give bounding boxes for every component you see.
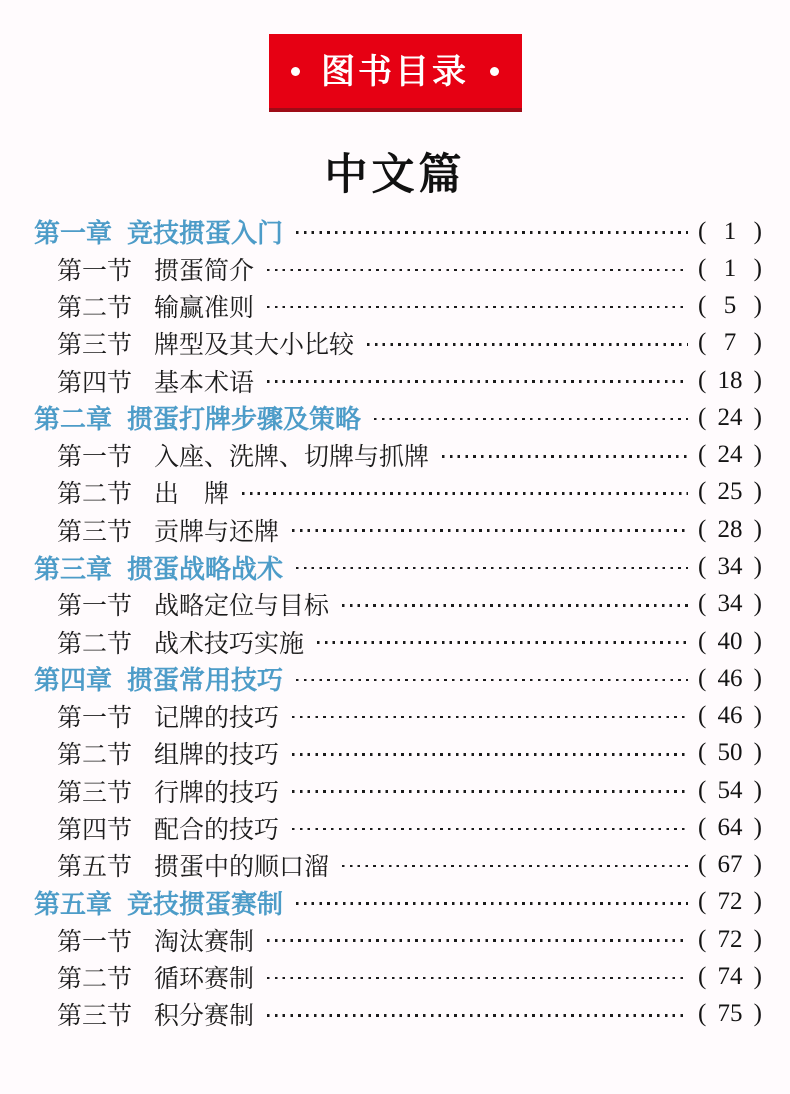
dot-leader (267, 1014, 688, 1017)
page-number (698, 777, 762, 805)
dot-leader (296, 679, 688, 682)
entry-number: 第二章 (34, 404, 113, 435)
entry-number: 第四章 (34, 665, 113, 696)
page-number (698, 404, 762, 432)
toc-section-row (34, 809, 762, 846)
entry-title: 行牌的技巧 (154, 779, 280, 807)
page-value: 34 (717, 553, 743, 581)
entry-label (57, 847, 329, 883)
dot-leader (292, 790, 688, 793)
paren-close: ) (753, 441, 762, 469)
entry-title: 贡牌与还牌 (154, 518, 280, 546)
entry-title: 牌型及其大小比较 (154, 332, 355, 360)
entry-title: 记牌的技巧 (154, 705, 280, 733)
page-number (698, 926, 762, 954)
page-value: 75 (717, 1000, 743, 1028)
entry-number: 第一节 (57, 593, 133, 621)
toc-section-row (34, 921, 762, 958)
entry-number: 第二节 (57, 742, 133, 770)
paren-open: ( (698, 925, 707, 953)
paren-open: ( (698, 888, 707, 916)
entry-label (34, 213, 283, 250)
dot-leader (267, 306, 688, 309)
banner-right-dot-icon (490, 67, 499, 76)
toc-section-row (34, 325, 762, 362)
page-number (698, 851, 762, 879)
toc-chapter-row (34, 213, 762, 250)
paren-close: ) (753, 962, 762, 990)
dot-leader (296, 231, 688, 234)
paren-open: ( (698, 627, 707, 655)
entry-number: 第四节 (57, 369, 133, 397)
paren-open: ( (698, 217, 707, 245)
toc-section-row (34, 288, 762, 325)
dot-leader (296, 902, 688, 905)
page-value: 54 (717, 776, 743, 804)
page-number (698, 739, 762, 767)
paren-open: ( (698, 590, 707, 618)
toc-chapter-row (34, 884, 762, 921)
toc-section-row (34, 772, 762, 809)
page-value: 46 (717, 664, 743, 692)
entry-number: 第三章 (34, 553, 113, 584)
entry-title: 掼蛋打牌步骤及策略 (127, 404, 362, 435)
page-number (698, 963, 762, 991)
paren-open: ( (698, 478, 707, 506)
entry-label (57, 773, 279, 809)
toc-section-row (34, 697, 762, 734)
dot-leader (292, 529, 688, 532)
toc-banner (269, 34, 522, 112)
entry-number: 第一节 (57, 928, 133, 956)
entry-number: 第一节 (57, 444, 133, 472)
paren-close: ) (753, 217, 762, 245)
entry-title: 掼蛋战略战术 (127, 553, 284, 584)
entry-title: 掼蛋中的顺口溜 (154, 854, 330, 882)
paren-open: ( (698, 254, 707, 282)
page-number (698, 329, 762, 357)
entry-title: 出 牌 (154, 481, 230, 509)
paren-open: ( (698, 962, 707, 990)
page-value: 72 (717, 925, 743, 953)
entry-label (34, 399, 361, 436)
paren-close: ) (753, 478, 762, 506)
entry-label (57, 959, 254, 995)
toc-chapter-row (34, 660, 762, 697)
entry-label (57, 922, 254, 958)
entry-label (57, 624, 304, 660)
entry-label (57, 251, 254, 287)
page-number (698, 441, 762, 469)
paren-open: ( (698, 329, 707, 357)
toc-section-row (34, 958, 762, 995)
page-value: 64 (717, 813, 743, 841)
paren-open: ( (698, 702, 707, 730)
dot-leader (267, 269, 688, 272)
entry-number: 第五章 (34, 888, 113, 919)
entry-number: 第三节 (57, 1003, 133, 1031)
entry-title: 基本术语 (154, 369, 255, 397)
paren-close: ) (753, 888, 762, 916)
page-number (698, 255, 762, 283)
page-value: 24 (717, 441, 743, 469)
paren-open: ( (698, 403, 707, 431)
toc-list (0, 213, 790, 1033)
dot-leader (442, 455, 688, 458)
paren-close: ) (753, 702, 762, 730)
toc-chapter-row (34, 548, 762, 585)
entry-number: 第五节 (57, 854, 133, 882)
paren-close: ) (753, 553, 762, 581)
entry-number: 第三节 (57, 518, 133, 546)
toc-section-row (34, 996, 762, 1033)
paren-open: ( (698, 441, 707, 469)
page-value: 50 (717, 739, 743, 767)
entry-label (57, 325, 354, 361)
entry-number: 第二节 (57, 965, 133, 993)
banner-title: 图书目录 (321, 53, 469, 91)
page-number (698, 218, 762, 246)
page-value: 25 (717, 478, 743, 506)
page-value: 72 (717, 888, 743, 916)
toc-section-row (34, 250, 762, 287)
entry-title: 竞技掼蛋赛制 (127, 888, 284, 919)
paren-close: ) (753, 590, 762, 618)
dot-leader (296, 567, 688, 570)
toc-section-row (34, 511, 762, 548)
page-number (698, 702, 762, 730)
toc-section-row (34, 586, 762, 623)
entry-label (34, 549, 283, 586)
entry-title: 积分赛制 (154, 1003, 255, 1031)
page-value: 18 (717, 366, 743, 394)
paren-close: ) (753, 403, 762, 431)
entry-label (57, 735, 279, 771)
paren-open: ( (698, 1000, 707, 1028)
paren-open: ( (698, 515, 707, 543)
toc-section-row (34, 474, 762, 511)
dot-leader (292, 753, 688, 756)
entry-label (57, 586, 329, 622)
dot-leader (292, 828, 688, 831)
dot-leader (367, 343, 688, 346)
entry-number: 第四节 (57, 816, 133, 844)
paren-close: ) (753, 851, 762, 879)
entry-title: 战术技巧实施 (154, 630, 305, 658)
paren-close: ) (753, 292, 762, 320)
page-number (698, 553, 762, 581)
toc-section-row (34, 437, 762, 474)
entry-label (57, 363, 254, 399)
page-number (698, 1000, 762, 1028)
page-number (698, 478, 762, 506)
entry-number: 第一章 (34, 218, 113, 249)
page-value: 67 (717, 851, 743, 879)
page-value: 40 (717, 627, 743, 655)
page-number (698, 516, 762, 544)
paren-close: ) (753, 776, 762, 804)
toc-section-row (34, 362, 762, 399)
paren-open: ( (698, 813, 707, 841)
entry-label (57, 474, 229, 510)
page-value: 28 (717, 515, 743, 543)
toc-section-row (34, 623, 762, 660)
dot-leader (267, 939, 688, 942)
page-value: 24 (717, 403, 743, 431)
page-number (698, 888, 762, 916)
page-number (698, 665, 762, 693)
entry-number: 第二节 (57, 630, 133, 658)
banner-left-dot-icon (291, 67, 300, 76)
paren-open: ( (698, 739, 707, 767)
entry-number: 第三节 (57, 779, 133, 807)
paren-close: ) (753, 813, 762, 841)
page-value: 1 (723, 254, 737, 282)
entry-title: 淘汰赛制 (154, 928, 255, 956)
entry-title: 竞技掼蛋入门 (127, 218, 284, 249)
entry-label (57, 996, 254, 1032)
paren-close: ) (753, 1000, 762, 1028)
dot-leader (292, 716, 688, 719)
entry-number: 第二节 (57, 481, 133, 509)
entry-label (57, 288, 254, 324)
paren-open: ( (698, 664, 707, 692)
paren-open: ( (698, 292, 707, 320)
toc-section-row (34, 735, 762, 772)
paren-close: ) (753, 366, 762, 394)
toc-chapter-row (34, 399, 762, 436)
paren-open: ( (698, 776, 707, 804)
entry-label (34, 884, 283, 921)
entry-title: 入座、洗牌、切牌与抓牌 (154, 444, 430, 472)
entry-label (57, 810, 279, 846)
dot-leader (267, 977, 688, 980)
paren-close: ) (753, 664, 762, 692)
dot-leader (267, 380, 688, 383)
paren-close: ) (753, 254, 762, 282)
entry-title: 循环赛制 (154, 965, 255, 993)
page-value: 1 (723, 217, 737, 245)
entry-title: 掼蛋常用技巧 (127, 665, 284, 696)
page-number (698, 814, 762, 842)
entry-title: 输赢准则 (154, 295, 255, 323)
paren-close: ) (753, 739, 762, 767)
paren-close: ) (753, 925, 762, 953)
page-value: 7 (723, 329, 737, 357)
paren-close: ) (753, 329, 762, 357)
dot-leader (374, 418, 688, 421)
paren-close: ) (753, 515, 762, 543)
paren-close: ) (753, 627, 762, 655)
entry-title: 配合的技巧 (154, 816, 280, 844)
entry-title: 掼蛋简介 (154, 257, 255, 285)
paren-open: ( (698, 366, 707, 394)
entry-label (57, 698, 279, 734)
page-number (698, 628, 762, 656)
dot-leader (342, 604, 688, 607)
entry-label (57, 512, 279, 548)
entry-number: 第一节 (57, 705, 133, 733)
page-heading: 中文篇 (324, 151, 466, 199)
page-number (698, 367, 762, 395)
page-value: 5 (723, 292, 737, 320)
dot-leader (317, 641, 688, 644)
entry-label (57, 437, 429, 473)
entry-number: 第三节 (57, 332, 133, 360)
page-value: 46 (717, 702, 743, 730)
page-value: 34 (717, 590, 743, 618)
entry-number: 第一节 (57, 257, 133, 285)
page-number (698, 590, 762, 618)
entry-title: 战略定位与目标 (154, 593, 330, 621)
entry-title: 组牌的技巧 (154, 742, 280, 770)
entry-label (34, 660, 283, 697)
dot-leader (242, 492, 688, 495)
paren-open: ( (698, 553, 707, 581)
paren-open: ( (698, 851, 707, 879)
dot-leader (342, 865, 688, 868)
page-number (698, 292, 762, 320)
toc-section-row (34, 847, 762, 884)
entry-number: 第二节 (57, 295, 133, 323)
page-value: 74 (717, 962, 743, 990)
